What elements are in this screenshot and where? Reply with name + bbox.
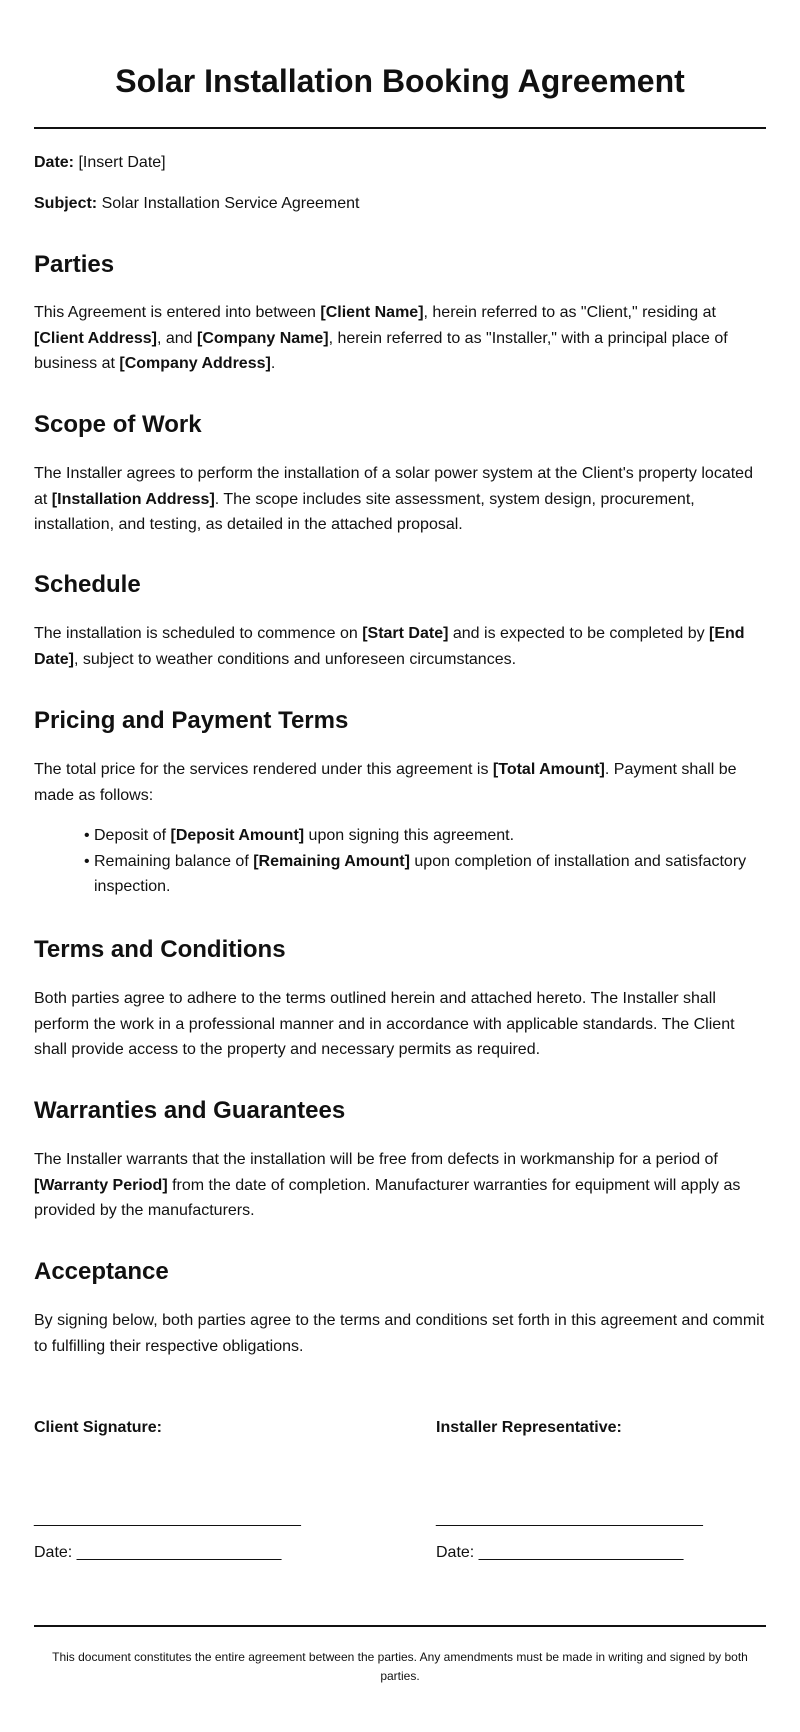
parties-text: This Agreement is entered into between [Client Name], herein referred to as "Client," residing at [Client Address], and [Company Name], herein referred to as "Installer," with a principal place of business at [Company Address]. [34,304,728,372]
client-date-blank: _______________________ [76,1544,282,1561]
pricing-text: The total price for the services rendered under this agreement is [Total Amount]. Payment shall be made as follows: [34,761,737,804]
title-divider [34,127,766,129]
warranties-text: The Installer warrants that the installation will be free from defects in workmanship for a period of [Warranty Period] from the date of completion. Manufacturer warranties for equipment will apply as provided by the manufacturers. [34,1151,741,1219]
end-date-placeholder: [End Date] [34,625,745,668]
footer-note: This document constitutes the entire agreement between the parties. Any amendments must be made in writing and signed by both parties. [52,1650,748,1683]
warranty-period-placeholder: [Warranty Period] [34,1176,168,1194]
installer-signature-line: ______________________________ [436,1510,703,1527]
subject-label: Subject: [34,195,98,212]
acceptance-heading: Acceptance [34,1258,169,1285]
acceptance-text: By signing below, both parties agree to the terms and conditions set forth in this agreement and commit to fulfilling their respective obligations. [34,1312,765,1355]
terms-heading: Terms and Conditions [34,936,286,963]
terms-section [34,935,766,1063]
company-name-placeholder: [Company Name] [197,329,329,347]
schedule-section [34,570,766,672]
list-item: • Remaining balance of [Remaining Amount] upon completion of installation and satisfactory inspection. [84,849,766,900]
scope-section [34,410,766,538]
installation-address-placeholder: [Installation Address] [51,490,215,508]
client-signature-line: ______________________________ [34,1510,301,1527]
client-date-line [34,1542,281,1564]
payment-list [34,823,766,900]
installer-date-label: Date: [436,1544,479,1561]
schedule-heading: Schedule [34,571,141,598]
date-line [34,152,166,174]
deposit-amount-placeholder: [Deposit Amount] [170,827,305,844]
company-address-placeholder: [Company Address] [119,355,271,372]
installer-date-blank: _______________________ [478,1544,684,1561]
warranties-heading: Warranties and Guarantees [34,1097,346,1124]
client-signature-label: Client Signature: [34,1419,163,1436]
subject-line [34,193,360,215]
client-address-placeholder: [Client Address] [34,329,157,347]
parties-section [34,250,766,377]
client-signature-block [34,1417,394,1577]
footer-divider [34,1625,766,1627]
installer-signature-label: Installer Representative: [436,1419,622,1436]
parties-heading: Parties [34,251,115,278]
list-item: • Deposit of [Deposit Amount] upon signing this agreement. [84,823,766,849]
remaining-amount-placeholder: [Remaining Amount] [253,852,410,870]
acceptance-section [34,1257,766,1359]
pricing-heading: Pricing and Payment Terms [34,707,349,734]
warranties-section [34,1096,766,1224]
installer-signature-block [436,1417,766,1577]
total-amount-placeholder: [Total Amount] [492,761,605,778]
pricing-section [34,706,766,900]
subject-value: Solar Installation Service Agreement [101,195,360,212]
scope-text: The Installer agrees to perform the installation of a solar power system at the Client's property located at [Installation Address]. The scope includes site assessment, system design, procurement, installation, and testing, as detailed in the attached proposal. [34,465,753,533]
schedule-text: The installation is scheduled to commence on [Start Date] and is expected to be completed by [End Date], subject to weather conditions and unforeseen circumstances. [34,625,745,668]
client-date-label: Date: [34,1544,77,1561]
date-label: Date: [34,154,75,171]
scope-heading: Scope of Work [34,411,202,438]
installer-date-line [436,1542,683,1564]
terms-text: Both parties agree to adhere to the terms outlined herein and attached hereto. The Installer shall perform the work in a professional manner and in accordance with applicable standards. The Client shall provide access to the property and necessary permits as required. [34,990,735,1058]
start-date-placeholder: [Start Date] [362,625,449,642]
document-title: Solar Installation Booking Agreement [115,63,685,99]
client-name-placeholder: [Client Name] [320,304,424,321]
date-value: [Insert Date] [78,154,166,171]
